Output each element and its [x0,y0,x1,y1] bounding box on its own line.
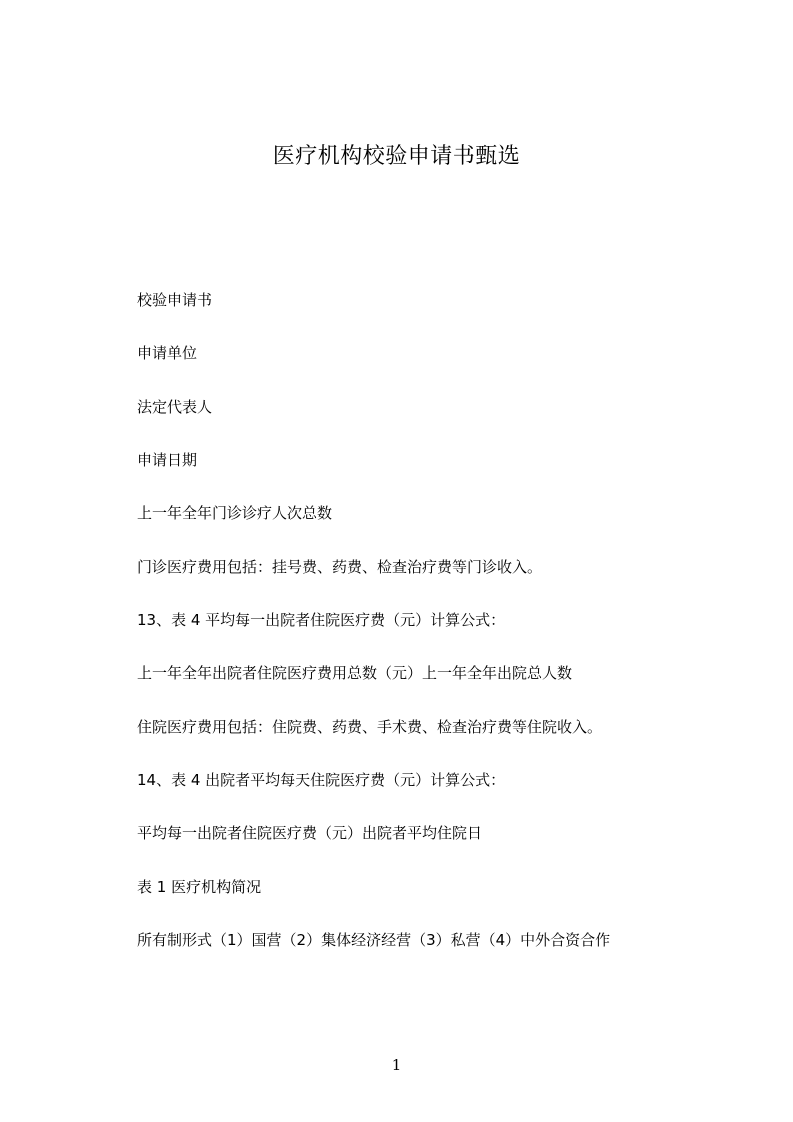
paragraph-inpatient-fees: 住院医疗费用包括：住院费、药费、手术费、检查治疗费等住院收入。 [137,718,603,736]
paragraph-application-form: 校验申请书 [137,291,213,309]
paragraph-table-1: 表 1 医疗机构简况 [137,878,262,896]
paragraph-applicant-unit: 申请单位 [137,344,198,362]
paragraph-average-stay: 平均每一出院者住院医疗费（元）出院者平均住院日 [137,824,483,842]
paragraph-item-13: 13、表 4 平均每一出院者住院医疗费（元）计算公式： [137,611,506,629]
paragraph-item-14: 14、表 4 出院者平均每天住院医疗费（元）计算公式： [137,771,506,789]
document-title: 医疗机构校验申请书甄选 [272,144,521,169]
paragraph-legal-representative: 法定代表人 [137,398,213,416]
paragraph-inpatient-total: 上一年全年出院者住院医疗费用总数（元）上一年全年出院总人数 [137,664,573,682]
paragraph-outpatient-fees: 门诊医疗费用包括：挂号费、药费、检查治疗费等门诊收入。 [137,558,543,576]
paragraph-ownership: 所有制形式（1）国营（2）集体经济经营（3）私营（4）中外合资合作 [137,931,611,949]
paragraph-outpatient-visits: 上一年全年门诊诊疗人次总数 [137,504,333,522]
paragraph-application-date: 申请日期 [137,451,198,469]
page-number: 1 [391,1056,402,1074]
